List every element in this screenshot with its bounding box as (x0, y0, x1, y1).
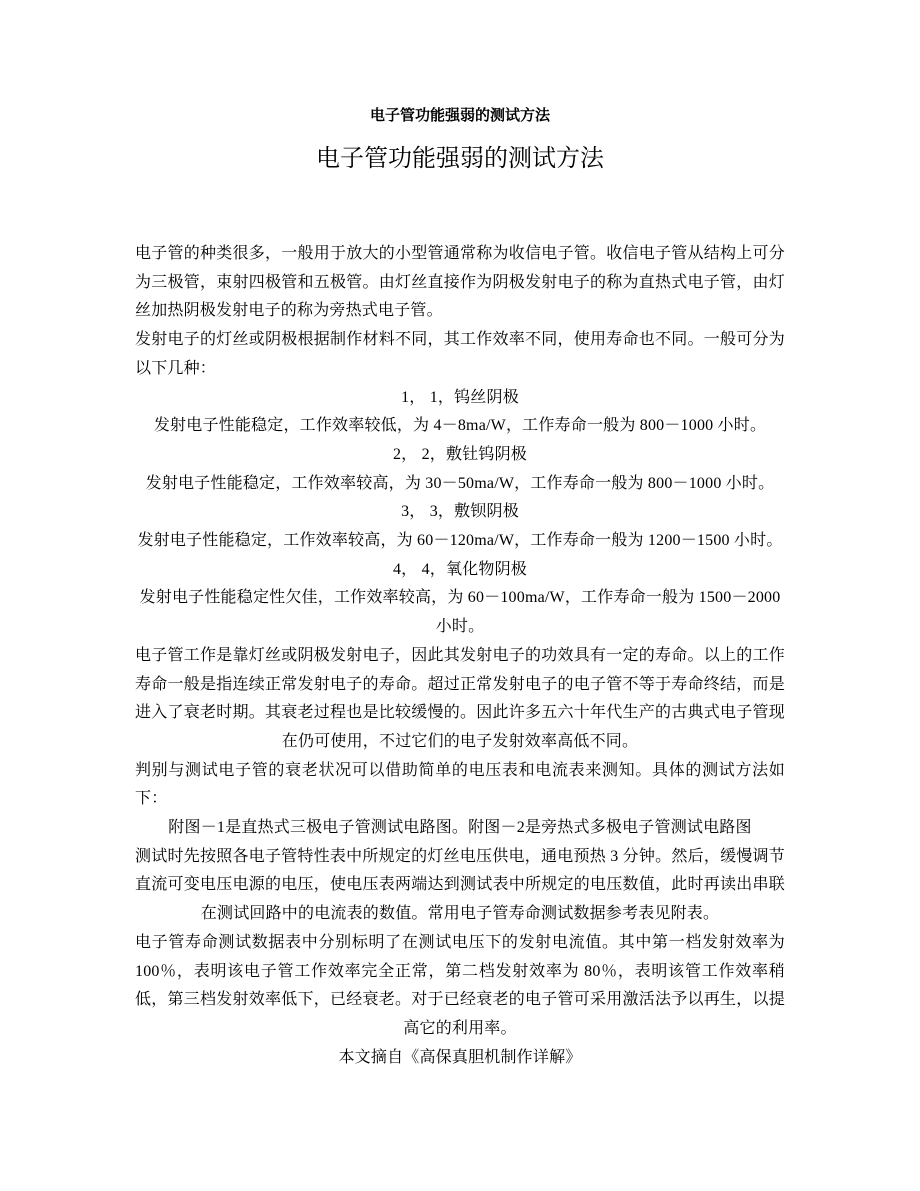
list-item-2-detail: 发射电子性能稳定，工作效率较高，为 30－50ma/W，工作寿命一般为 800－1000 小时。 (145, 474, 775, 492)
document-body (135, 240, 785, 1072)
paragraph-test-procedure: 测试时先按照各电子管特性表中所规定的灯丝电压供电，通电预热 3 分钟。然后，缓慢调节直流可变电压电源的电压，使电压表两端达到测试表中所规定的电压数值，此时再读出串联在测试回路中的电流表的数值。常用电子管寿命测试数据参考表见附表。 (135, 847, 785, 923)
list-item-4-detail: 发射电子性能稳定性欠佳，工作效率较高，为 60－100ma/W，工作寿命一般为 1500－2000 小时。 (139, 589, 781, 636)
document-header-title: 电子管功能强弱的测试方法 (369, 108, 550, 124)
paragraph-figure-caption: 附图－1是直热式三极电子管测试电路图。附图－2是旁热式多极电子管测试电路图 (168, 819, 752, 837)
paragraph-tube-types: 电子管的种类很多，一般用于放大的小型管通常称为收信电子管。收信电子管从结构上可分为三极管，束射四极管和五极管。由灯丝直接作为阴极发射电子的称为直热式电子管，由灯丝加热阴极发射电子的称为旁热式电子管。 (135, 245, 785, 320)
paragraph-lifespan: 电子管工作是靠灯丝或阴极发射电子，因此其发射电子的功效具有一定的寿命。以上的工作寿命一般是指连续正常发射电子的寿命。超过正常发射电子的电子管不等于寿命终结，而是进入了衰老时期。其衰老过程也是比较缓慢的。因此许多五六十年代生产的古典式电子管现在仍可使用，不过它们的电子发射效率高低不同。 (135, 646, 785, 750)
list-item-1-detail: 发射电子性能稳定，工作效率较低，为 4－8ma/W，工作寿命一般为 800－1000 小时。 (153, 417, 767, 435)
document-main-title: 电子管功能强弱的测试方法 (316, 146, 604, 172)
list-item-1-title: 1， 1，钨丝阴极 (401, 388, 519, 406)
paragraph-test-data: 电子管寿命测试数据表中分别标明了在测试电压下的发射电流值。其中第一档发射效率为 100％，表明该电子管工作效率完全正常，第二档发射效率为 80％，表明该管工作效率稍低，第三档发射效率低下，已经衰老。对于已经衰老的电子管可采用激活法予以再生，以提高它的利用率。 (135, 933, 785, 1037)
list-item-3-detail: 发射电子性能稳定，工作效率较高，为 60－120ma/W，工作寿命一般为 1200－1500 小时。 (137, 532, 783, 550)
paragraph-test-intro: 判别与测试电子管的衰老状况可以借助简单的电压表和电流表来测知。具体的测试方法如下： (135, 761, 785, 808)
paragraph-source: 本文摘自《高保真胆机制作详解》 (338, 1048, 582, 1066)
list-item-2-title: 2， 2，敷钍钨阴极 (392, 445, 527, 463)
paragraph-cathode-materials: 发射电子的灯丝或阴极根据制作材料不同，其工作效率不同，使用寿命也不同。一般可分为以下几种： (135, 331, 785, 377)
list-item-4-title: 4， 4，氧化物阴极 (392, 560, 527, 578)
list-item-3-title: 3， 3，敷钡阴极 (401, 503, 519, 521)
